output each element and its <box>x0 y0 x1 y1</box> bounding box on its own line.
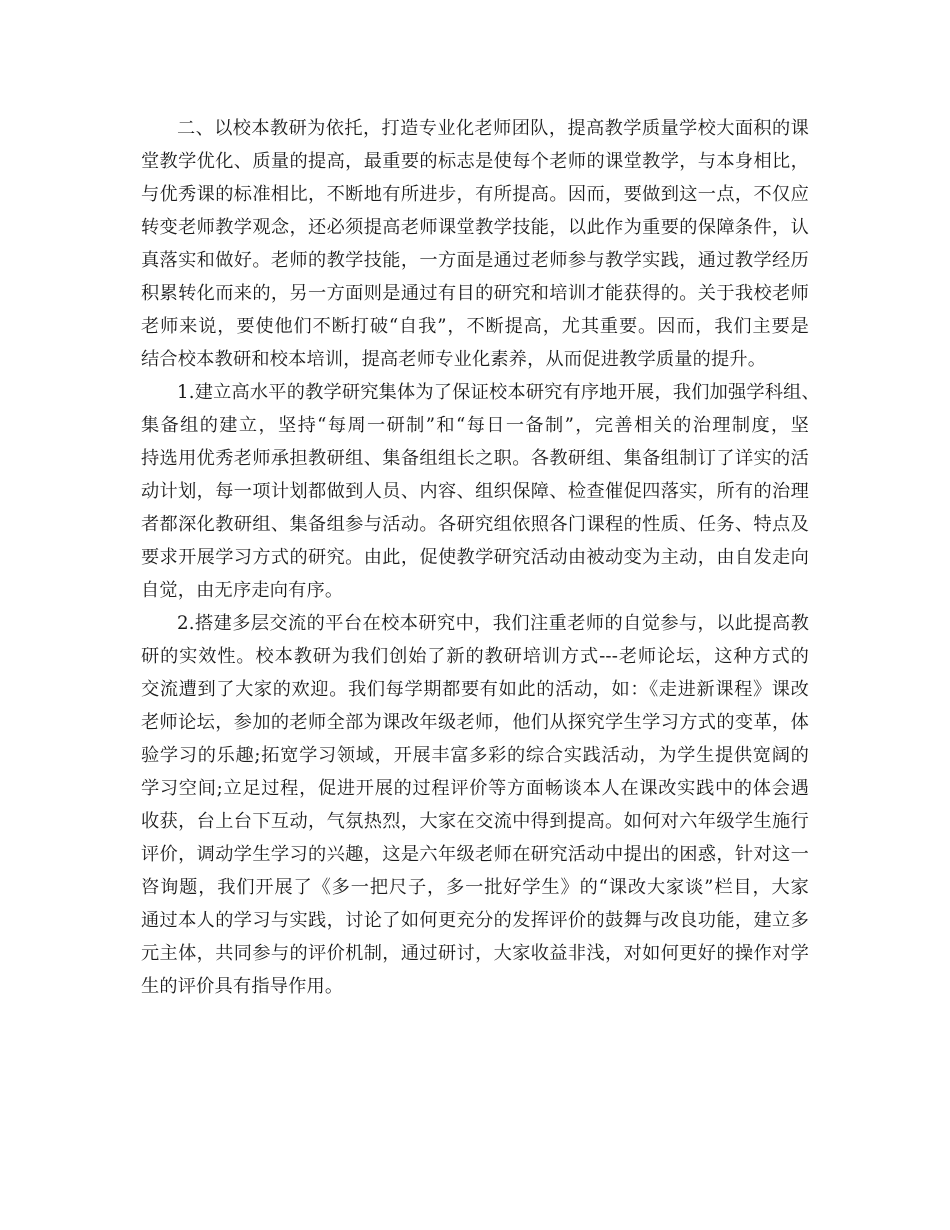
document-body <box>141 112 820 1003</box>
text-line: 研的实效性。校本教研为我们创始了新的教研培训方式---老师论坛，这种方式的 <box>141 646 809 667</box>
text-line: 评价，调动学生学习的兴趣，这是六年级老师在研究活动中提出的困惑，针对这一 <box>141 844 809 865</box>
text-line: 验学习的乐趣;拓宽学习领域，开展丰富多彩的综合实践活动，为学生提供宽阔的 <box>141 745 809 766</box>
text-line: 老师论坛，参加的老师全部为课改年级老师，他们从探究学生学习方式的变革，体 <box>141 712 809 733</box>
text-line: 结合校本教研和校本培训，提高老师专业化素养，从而促进教学质量的提升。 <box>141 349 767 370</box>
text-line: 集备组的建立，坚持“每周一研制”和“每日一备制”，完善相关的治理制度，坚 <box>141 415 809 436</box>
text-line: 动计划，每一项计划都做到人员、内容、组织保障、检查催促四落实，所有的治理 <box>141 481 809 502</box>
text-line: 学习空间;立足过程，促进开展的过程评价等方面畅谈本人在课改实践中的体会遇 <box>141 778 809 799</box>
text-line: 老师来说，要使他们不断打破“自我”，不断提高，尤其重要。因而，我们主要是 <box>141 316 809 337</box>
text-line: 生的评价具有指导作用。 <box>141 976 344 997</box>
text-line: 者都深化教研组、集备组参与活动。各研究组依照各门课程的性质、任务、特点及 <box>141 514 809 535</box>
text-line: 1.建立高水平的教学研究集体为了保证校本研究有序地开展，我们加强学科组、 <box>177 382 820 403</box>
text-line: 收获，台上台下互动，气氛热烈，大家在交流中得到提高。如何对六年级学生施行 <box>141 811 809 832</box>
text-line: 持选用优秀老师承担教研组、集备组组长之职。各教研组、集备组制订了详实的活 <box>141 448 809 469</box>
text-line: 真落实和做好。老师的教学技能，一方面是通过老师参与教学实践，通过教学经历 <box>141 250 809 271</box>
text-line: 与优秀课的标准相比，不断地有所进步，有所提高。因而，要做到这一点，不仅应 <box>141 184 809 205</box>
text-line: 2.搭建多层交流的平台在校本研究中，我们注重老师的自觉参与，以此提高教 <box>177 613 809 634</box>
text-line: 交流遭到了大家的欢迎。我们每学期都要有如此的活动，如：《走进新课程》课改 <box>141 679 809 700</box>
text-line: 咨询题，我们开展了《多一把尺子，多一批好学生》的“课改大家谈”栏目，大家 <box>141 877 810 898</box>
paragraph-exchange-platform <box>141 607 809 1003</box>
text-line: 二、以校本教研为依托，打造专业化老师团队，提高教学质量学校大面积的课 <box>177 118 809 139</box>
text-line: 自觉，由无序走向有序。 <box>141 580 344 601</box>
text-line: 元主体，共同参与的评价机制，通过研讨，大家收益非浅，对如何更好的操作对学 <box>141 943 809 964</box>
paragraph-school-research <box>141 112 809 376</box>
text-line: 积累转化而来的，另一方面则是通过有目的研究和培训才能获得的。关于我校老师 <box>141 283 809 304</box>
paragraph-research-collective <box>141 376 820 607</box>
text-line: 转变老师教学观念，还必须提高老师课堂教学技能，以此作为重要的保障条件，认 <box>141 217 809 238</box>
text-line: 要求开展学习方式的研究。由此，促使教学研究活动由被动变为主动，由自发走向 <box>141 547 809 568</box>
text-line: 堂教学优化、质量的提高，最重要的标志是使每个老师的课堂教学，与本身相比， <box>141 151 809 172</box>
text-line: 通过本人的学习与实践，讨论了如何更充分的发挥评价的鼓舞与改良功能，建立多 <box>141 910 809 931</box>
